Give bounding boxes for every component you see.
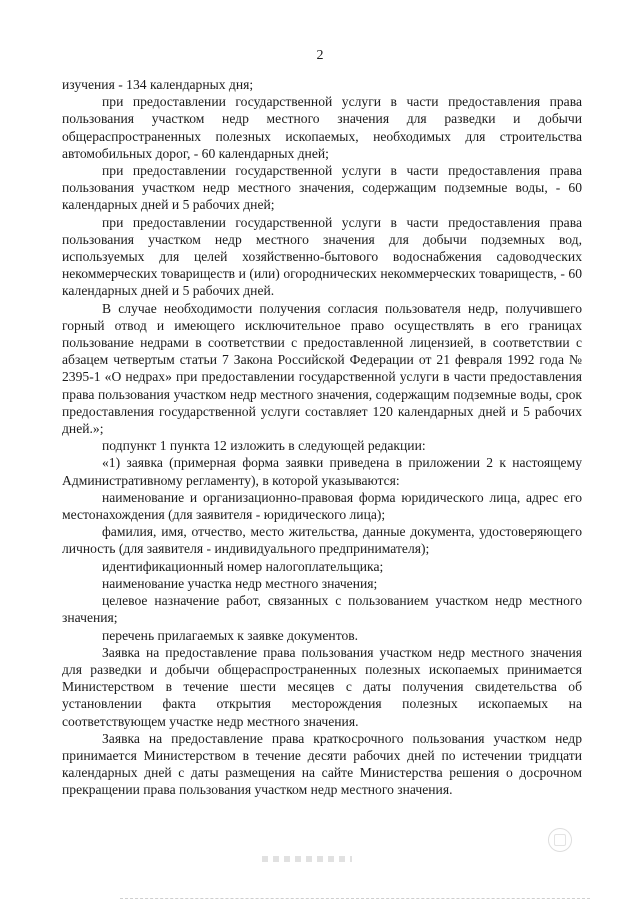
paragraph-5: В случае необходимости получения согласия пользователя недр, получившего горный отвод и имеющего исключительное право осуществлять в его границах пользование недрами в соответствии с предоставленной лицензией, в соответствии с абзацем четвертым статьи 7 Закона Российской Федерации от 21 февраля 1992 года № 2395-1 «О недрах» при предоставлении государственной услуги в части предоставления права пользования участком недр местного значения, содержащим подземные воды, срок предоставления государственной услуги составляет 120 календарных дней и 5 рабочих дней.»; [62,300,582,437]
paragraph-14: Заявка на предоставление права пользования участком недр местного значения для разведки и добычи общераспространенных полезных ископаемых принимается Министерством в течение шести месяцев с даты получения свидетельства об установлении факта открытия месторождения полезных ископаемых на соответствующем участке недр местного значения. [62,644,582,729]
faint-print-mark [262,856,352,862]
paragraph-10: идентификационный номер налогоплательщика; [102,558,384,574]
paragraph-13: перечень прилагаемых к заявке документов. [102,627,359,643]
paragraph-3: при предоставлении государственной услуги в части предоставления права пользования участком недр местного значения, содержащим подземные воды, - 60 календарных дней и 5 рабочих дней; [62,163,582,213]
paragraph-9: фамилия, имя, отчество, место жительства, данные документа, удостоверяющего личность (для заявителя - индивидуального предпринимателя); [62,524,582,557]
page-number: 2 [316,48,324,63]
document-body [62,76,582,799]
paragraph-2: при предоставлении государственной услуги в части предоставления права пользования участком недр местного значения для разведки и добычи общераспространенных полезных ископаемых, необходимых для строительства автомобильных дорог, - 60 календарных дней; [62,94,582,161]
paragraph-7: «1) заявка (примерная форма заявки приведена в приложении 2 к настоящему Административному регламенту), в которой указываются: [62,455,582,488]
bottom-scan-rule [120,898,590,899]
paragraph-11: наименование участка недр местного значения; [102,575,378,591]
paragraph-1: изучения - 134 календарных дня; [62,77,254,92]
paragraph-12: целевое назначение работ, связанных с пользованием участком недр местного значения; [62,593,582,626]
paragraph-6: подпункт 1 пункта 12 изложить в следующей редакции: [102,438,426,454]
paragraph-8: наименование и организационно-правовая форма юридического лица, адрес его местонахождения (для заявителя - юридического лица); [62,489,582,523]
faint-stamp-icon [548,828,572,852]
paragraph-15: Заявка на предоставление права краткосрочного пользования участком недр принимается Министерством в течение десяти рабочих дней по истечении тридцати календарных дней с даты размещения на сайте Министерства решения о досрочном прекращении права пользования участком недр местного значения. [62,730,582,798]
paragraph-4: при предоставлении государственной услуги в части предоставления права пользования участком недр местного значения для добычи подземных вод, используемых для целей хозяйственно-бытового водоснабжения садоводческих некоммерческих товариществ и (или) огороднических некоммерческих товариществ, - 60 календарных дней и 5 рабочих дней. [62,214,582,299]
